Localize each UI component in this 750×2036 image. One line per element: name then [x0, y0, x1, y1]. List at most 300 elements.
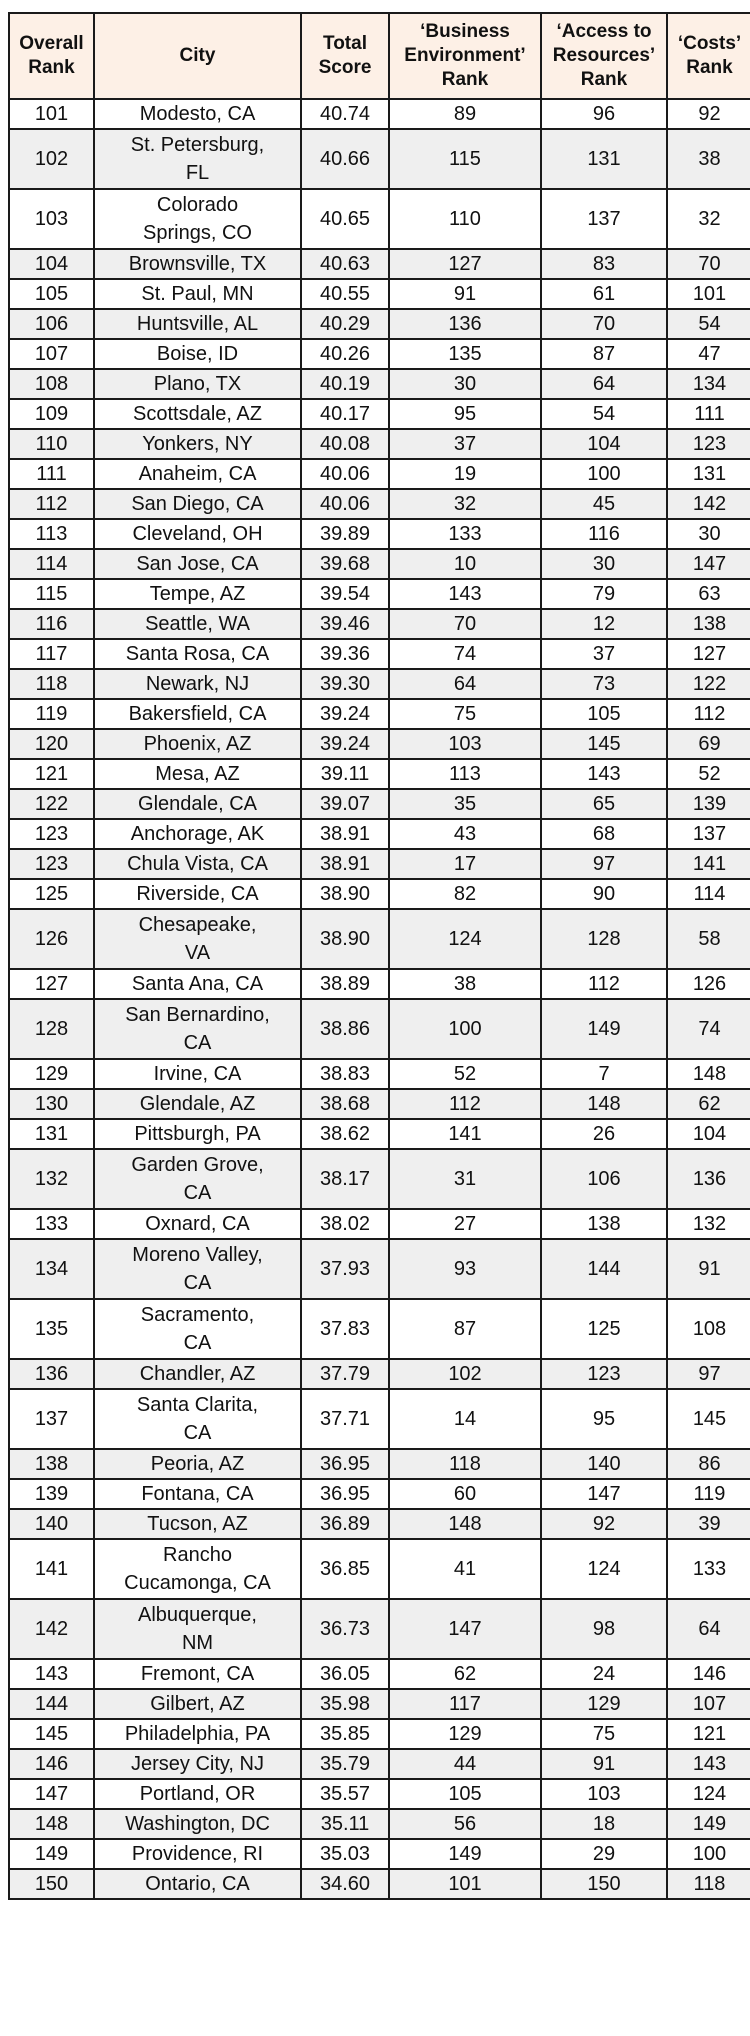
total-score-cell: 37.93	[301, 1239, 389, 1299]
access-to-resources-rank-cell: 12	[541, 609, 667, 639]
table-row	[9, 789, 750, 819]
total-score-cell: 38.86	[301, 999, 389, 1059]
business-environment-rank-cell: 133	[389, 519, 541, 549]
city-cell: Phoenix, AZ	[94, 729, 301, 759]
table-row	[9, 99, 750, 129]
header-overall-rank: Overall Rank	[9, 13, 94, 99]
table-body	[9, 99, 750, 1899]
access-to-resources-rank-cell: 65	[541, 789, 667, 819]
costs-rank-cell: 127	[667, 639, 750, 669]
access-to-resources-rank-cell: 137	[541, 189, 667, 249]
overall-rank-cell: 108	[9, 369, 94, 399]
table-row	[9, 249, 750, 279]
table-row	[9, 1239, 750, 1299]
access-to-resources-rank-cell: 96	[541, 99, 667, 129]
table-row	[9, 969, 750, 999]
total-score-cell: 40.17	[301, 399, 389, 429]
city-cell: Modesto, CA	[94, 99, 301, 129]
access-to-resources-rank-cell: 124	[541, 1539, 667, 1599]
business-environment-rank-cell: 87	[389, 1299, 541, 1359]
city-cell: Brownsville, TX	[94, 249, 301, 279]
header-business-environment-rank: ‘Business Environment’ Rank	[389, 13, 541, 99]
costs-rank-cell: 131	[667, 459, 750, 489]
table-row	[9, 639, 750, 669]
costs-rank-cell: 146	[667, 1659, 750, 1689]
business-environment-rank-cell: 112	[389, 1089, 541, 1119]
city-rankings-table	[8, 12, 750, 1900]
city-cell: Huntsville, AL	[94, 309, 301, 339]
business-environment-rank-cell: 89	[389, 99, 541, 129]
access-to-resources-rank-cell: 95	[541, 1389, 667, 1449]
total-score-cell: 36.89	[301, 1509, 389, 1539]
costs-rank-cell: 108	[667, 1299, 750, 1359]
business-environment-rank-cell: 136	[389, 309, 541, 339]
city-cell: Santa Ana, CA	[94, 969, 301, 999]
total-score-cell: 38.90	[301, 909, 389, 969]
total-score-cell: 40.26	[301, 339, 389, 369]
total-score-cell: 36.85	[301, 1539, 389, 1599]
costs-rank-cell: 123	[667, 429, 750, 459]
costs-rank-cell: 114	[667, 879, 750, 909]
city-cell: Anaheim, CA	[94, 459, 301, 489]
table-row	[9, 399, 750, 429]
overall-rank-cell: 112	[9, 489, 94, 519]
total-score-cell: 35.79	[301, 1749, 389, 1779]
table-row	[9, 669, 750, 699]
business-environment-rank-cell: 60	[389, 1479, 541, 1509]
table-row	[9, 909, 750, 969]
access-to-resources-rank-cell: 143	[541, 759, 667, 789]
access-to-resources-rank-cell: 149	[541, 999, 667, 1059]
costs-rank-cell: 92	[667, 99, 750, 129]
city-cell: Anchorage, AK	[94, 819, 301, 849]
costs-rank-cell: 134	[667, 369, 750, 399]
total-score-cell: 38.68	[301, 1089, 389, 1119]
city-cell: Washington, DC	[94, 1809, 301, 1839]
table-row	[9, 1659, 750, 1689]
overall-rank-cell: 105	[9, 279, 94, 309]
overall-rank-cell: 132	[9, 1149, 94, 1209]
overall-rank-cell: 145	[9, 1719, 94, 1749]
access-to-resources-rank-cell: 87	[541, 339, 667, 369]
business-environment-rank-cell: 101	[389, 1869, 541, 1899]
total-score-cell: 39.30	[301, 669, 389, 699]
city-cell: Plano, TX	[94, 369, 301, 399]
total-score-cell: 35.85	[301, 1719, 389, 1749]
costs-rank-cell: 133	[667, 1539, 750, 1599]
total-score-cell: 39.54	[301, 579, 389, 609]
costs-rank-cell: 122	[667, 669, 750, 699]
city-cell: Riverside, CA	[94, 879, 301, 909]
total-score-cell: 36.73	[301, 1599, 389, 1659]
total-score-cell: 35.03	[301, 1839, 389, 1869]
total-score-cell: 39.24	[301, 729, 389, 759]
costs-rank-cell: 136	[667, 1149, 750, 1209]
business-environment-rank-cell: 32	[389, 489, 541, 519]
table-row	[9, 579, 750, 609]
business-environment-rank-cell: 147	[389, 1599, 541, 1659]
business-environment-rank-cell: 38	[389, 969, 541, 999]
city-cell: Glendale, AZ	[94, 1089, 301, 1119]
business-environment-rank-cell: 43	[389, 819, 541, 849]
costs-rank-cell: 39	[667, 1509, 750, 1539]
total-score-cell: 39.36	[301, 639, 389, 669]
city-cell: Irvine, CA	[94, 1059, 301, 1089]
costs-rank-cell: 30	[667, 519, 750, 549]
table-row	[9, 279, 750, 309]
business-environment-rank-cell: 37	[389, 429, 541, 459]
city-cell: Fremont, CA	[94, 1659, 301, 1689]
costs-rank-cell: 74	[667, 999, 750, 1059]
city-cell: Providence, RI	[94, 1839, 301, 1869]
access-to-resources-rank-cell: 26	[541, 1119, 667, 1149]
access-to-resources-rank-cell: 125	[541, 1299, 667, 1359]
overall-rank-cell: 106	[9, 309, 94, 339]
business-environment-rank-cell: 19	[389, 459, 541, 489]
overall-rank-cell: 123	[9, 849, 94, 879]
access-to-resources-rank-cell: 7	[541, 1059, 667, 1089]
business-environment-rank-cell: 105	[389, 1779, 541, 1809]
total-score-cell: 39.89	[301, 519, 389, 549]
business-environment-rank-cell: 10	[389, 549, 541, 579]
table-row	[9, 729, 750, 759]
overall-rank-cell: 107	[9, 339, 94, 369]
costs-rank-cell: 86	[667, 1449, 750, 1479]
city-cell: Peoria, AZ	[94, 1449, 301, 1479]
city-cell: San Bernardino, CA	[94, 999, 301, 1059]
overall-rank-cell: 141	[9, 1539, 94, 1599]
business-environment-rank-cell: 91	[389, 279, 541, 309]
table-header	[9, 13, 750, 99]
total-score-cell: 38.91	[301, 849, 389, 879]
costs-rank-cell: 54	[667, 309, 750, 339]
total-score-cell: 38.90	[301, 879, 389, 909]
city-cell: Tucson, AZ	[94, 1509, 301, 1539]
city-cell: Colorado Springs, CO	[94, 189, 301, 249]
business-environment-rank-cell: 117	[389, 1689, 541, 1719]
access-to-resources-rank-cell: 29	[541, 1839, 667, 1869]
costs-rank-cell: 32	[667, 189, 750, 249]
city-cell: Santa Rosa, CA	[94, 639, 301, 669]
business-environment-rank-cell: 56	[389, 1809, 541, 1839]
table-row	[9, 1869, 750, 1899]
overall-rank-cell: 109	[9, 399, 94, 429]
costs-rank-cell: 147	[667, 549, 750, 579]
overall-rank-cell: 134	[9, 1239, 94, 1299]
access-to-resources-rank-cell: 145	[541, 729, 667, 759]
total-score-cell: 38.89	[301, 969, 389, 999]
table-row	[9, 1149, 750, 1209]
overall-rank-cell: 142	[9, 1599, 94, 1659]
overall-rank-cell: 146	[9, 1749, 94, 1779]
access-to-resources-rank-cell: 73	[541, 669, 667, 699]
business-environment-rank-cell: 27	[389, 1209, 541, 1239]
header-costs-rank: ‘Costs’ Rank	[667, 13, 750, 99]
overall-rank-cell: 114	[9, 549, 94, 579]
city-cell: St. Paul, MN	[94, 279, 301, 309]
table-row	[9, 1509, 750, 1539]
rankings-table-container	[8, 12, 750, 1900]
overall-rank-cell: 104	[9, 249, 94, 279]
business-environment-rank-cell: 113	[389, 759, 541, 789]
overall-rank-cell: 143	[9, 1659, 94, 1689]
total-score-cell: 38.17	[301, 1149, 389, 1209]
overall-rank-cell: 139	[9, 1479, 94, 1509]
total-score-cell: 40.63	[301, 249, 389, 279]
city-cell: Pittsburgh, PA	[94, 1119, 301, 1149]
overall-rank-cell: 127	[9, 969, 94, 999]
overall-rank-cell: 102	[9, 129, 94, 189]
table-row	[9, 1719, 750, 1749]
city-cell: Boise, ID	[94, 339, 301, 369]
table-row	[9, 549, 750, 579]
access-to-resources-rank-cell: 98	[541, 1599, 667, 1659]
business-environment-rank-cell: 118	[389, 1449, 541, 1479]
header-access-to-resources-rank: ‘Access to Resources’ Rank	[541, 13, 667, 99]
overall-rank-cell: 121	[9, 759, 94, 789]
table-row	[9, 999, 750, 1059]
table-row	[9, 1389, 750, 1449]
total-score-cell: 38.91	[301, 819, 389, 849]
total-score-cell: 37.83	[301, 1299, 389, 1359]
table-row	[9, 1779, 750, 1809]
access-to-resources-rank-cell: 104	[541, 429, 667, 459]
overall-rank-cell: 119	[9, 699, 94, 729]
city-cell: Tempe, AZ	[94, 579, 301, 609]
costs-rank-cell: 52	[667, 759, 750, 789]
table-row	[9, 369, 750, 399]
overall-rank-cell: 147	[9, 1779, 94, 1809]
business-environment-rank-cell: 110	[389, 189, 541, 249]
overall-rank-cell: 117	[9, 639, 94, 669]
business-environment-rank-cell: 148	[389, 1509, 541, 1539]
costs-rank-cell: 143	[667, 1749, 750, 1779]
overall-rank-cell: 150	[9, 1869, 94, 1899]
overall-rank-cell: 123	[9, 819, 94, 849]
city-cell: Ontario, CA	[94, 1869, 301, 1899]
total-score-cell: 35.57	[301, 1779, 389, 1809]
table-row	[9, 1299, 750, 1359]
total-score-cell: 40.19	[301, 369, 389, 399]
overall-rank-cell: 115	[9, 579, 94, 609]
city-cell: Newark, NJ	[94, 669, 301, 699]
table-row	[9, 1209, 750, 1239]
total-score-cell: 40.66	[301, 129, 389, 189]
total-score-cell: 39.46	[301, 609, 389, 639]
costs-rank-cell: 97	[667, 1359, 750, 1389]
access-to-resources-rank-cell: 147	[541, 1479, 667, 1509]
total-score-cell: 36.95	[301, 1479, 389, 1509]
business-environment-rank-cell: 75	[389, 699, 541, 729]
costs-rank-cell: 91	[667, 1239, 750, 1299]
total-score-cell: 35.11	[301, 1809, 389, 1839]
access-to-resources-rank-cell: 75	[541, 1719, 667, 1749]
overall-rank-cell: 148	[9, 1809, 94, 1839]
costs-rank-cell: 64	[667, 1599, 750, 1659]
business-environment-rank-cell: 93	[389, 1239, 541, 1299]
access-to-resources-rank-cell: 144	[541, 1239, 667, 1299]
business-environment-rank-cell: 35	[389, 789, 541, 819]
city-cell: Chandler, AZ	[94, 1359, 301, 1389]
access-to-resources-rank-cell: 64	[541, 369, 667, 399]
overall-rank-cell: 135	[9, 1299, 94, 1359]
total-score-cell: 40.29	[301, 309, 389, 339]
city-cell: Philadelphia, PA	[94, 1719, 301, 1749]
business-environment-rank-cell: 124	[389, 909, 541, 969]
access-to-resources-rank-cell: 123	[541, 1359, 667, 1389]
overall-rank-cell: 113	[9, 519, 94, 549]
business-environment-rank-cell: 115	[389, 129, 541, 189]
table-row	[9, 1449, 750, 1479]
header-row	[9, 13, 750, 99]
business-environment-rank-cell: 52	[389, 1059, 541, 1089]
city-cell: Chesapeake, VA	[94, 909, 301, 969]
total-score-cell: 40.65	[301, 189, 389, 249]
access-to-resources-rank-cell: 138	[541, 1209, 667, 1239]
costs-rank-cell: 62	[667, 1089, 750, 1119]
business-environment-rank-cell: 103	[389, 729, 541, 759]
city-cell: St. Petersburg, FL	[94, 129, 301, 189]
total-score-cell: 35.98	[301, 1689, 389, 1719]
access-to-resources-rank-cell: 150	[541, 1869, 667, 1899]
table-row	[9, 699, 750, 729]
city-cell: Fontana, CA	[94, 1479, 301, 1509]
overall-rank-cell: 101	[9, 99, 94, 129]
city-cell: Scottsdale, AZ	[94, 399, 301, 429]
access-to-resources-rank-cell: 70	[541, 309, 667, 339]
business-environment-rank-cell: 100	[389, 999, 541, 1059]
overall-rank-cell: 120	[9, 729, 94, 759]
costs-rank-cell: 112	[667, 699, 750, 729]
table-row	[9, 609, 750, 639]
total-score-cell: 38.02	[301, 1209, 389, 1239]
overall-rank-cell: 118	[9, 669, 94, 699]
business-environment-rank-cell: 64	[389, 669, 541, 699]
table-row	[9, 1059, 750, 1089]
table-row	[9, 189, 750, 249]
business-environment-rank-cell: 135	[389, 339, 541, 369]
table-row	[9, 339, 750, 369]
total-score-cell: 37.71	[301, 1389, 389, 1449]
access-to-resources-rank-cell: 92	[541, 1509, 667, 1539]
business-environment-rank-cell: 127	[389, 249, 541, 279]
city-cell: Garden Grove, CA	[94, 1149, 301, 1209]
costs-rank-cell: 142	[667, 489, 750, 519]
access-to-resources-rank-cell: 128	[541, 909, 667, 969]
overall-rank-cell: 140	[9, 1509, 94, 1539]
overall-rank-cell: 130	[9, 1089, 94, 1119]
costs-rank-cell: 137	[667, 819, 750, 849]
business-environment-rank-cell: 17	[389, 849, 541, 879]
city-cell: Santa Clarita, CA	[94, 1389, 301, 1449]
total-score-cell: 40.55	[301, 279, 389, 309]
costs-rank-cell: 69	[667, 729, 750, 759]
overall-rank-cell: 131	[9, 1119, 94, 1149]
costs-rank-cell: 149	[667, 1809, 750, 1839]
access-to-resources-rank-cell: 37	[541, 639, 667, 669]
access-to-resources-rank-cell: 116	[541, 519, 667, 549]
costs-rank-cell: 101	[667, 279, 750, 309]
access-to-resources-rank-cell: 97	[541, 849, 667, 879]
access-to-resources-rank-cell: 129	[541, 1689, 667, 1719]
access-to-resources-rank-cell: 54	[541, 399, 667, 429]
access-to-resources-rank-cell: 103	[541, 1779, 667, 1809]
costs-rank-cell: 118	[667, 1869, 750, 1899]
total-score-cell: 34.60	[301, 1869, 389, 1899]
access-to-resources-rank-cell: 140	[541, 1449, 667, 1479]
table-row	[9, 519, 750, 549]
city-cell: Moreno Valley, CA	[94, 1239, 301, 1299]
table-row	[9, 759, 750, 789]
business-environment-rank-cell: 62	[389, 1659, 541, 1689]
city-cell: Cleveland, OH	[94, 519, 301, 549]
overall-rank-cell: 144	[9, 1689, 94, 1719]
business-environment-rank-cell: 82	[389, 879, 541, 909]
business-environment-rank-cell: 149	[389, 1839, 541, 1869]
total-score-cell: 39.11	[301, 759, 389, 789]
overall-rank-cell: 136	[9, 1359, 94, 1389]
overall-rank-cell: 133	[9, 1209, 94, 1239]
total-score-cell: 39.68	[301, 549, 389, 579]
total-score-cell: 37.79	[301, 1359, 389, 1389]
table-row	[9, 1809, 750, 1839]
city-cell: Yonkers, NY	[94, 429, 301, 459]
business-environment-rank-cell: 129	[389, 1719, 541, 1749]
overall-rank-cell: 122	[9, 789, 94, 819]
table-row	[9, 879, 750, 909]
costs-rank-cell: 139	[667, 789, 750, 819]
city-cell: San Diego, CA	[94, 489, 301, 519]
table-row	[9, 489, 750, 519]
costs-rank-cell: 148	[667, 1059, 750, 1089]
table-row	[9, 429, 750, 459]
total-score-cell: 38.83	[301, 1059, 389, 1089]
table-row	[9, 1689, 750, 1719]
business-environment-rank-cell: 95	[389, 399, 541, 429]
table-row	[9, 129, 750, 189]
access-to-resources-rank-cell: 79	[541, 579, 667, 609]
costs-rank-cell: 70	[667, 249, 750, 279]
city-cell: San Jose, CA	[94, 549, 301, 579]
costs-rank-cell: 138	[667, 609, 750, 639]
overall-rank-cell: 126	[9, 909, 94, 969]
business-environment-rank-cell: 14	[389, 1389, 541, 1449]
overall-rank-cell: 149	[9, 1839, 94, 1869]
table-row	[9, 1089, 750, 1119]
city-cell: Oxnard, CA	[94, 1209, 301, 1239]
table-row	[9, 1599, 750, 1659]
access-to-resources-rank-cell: 131	[541, 129, 667, 189]
costs-rank-cell: 132	[667, 1209, 750, 1239]
costs-rank-cell: 100	[667, 1839, 750, 1869]
header-city: City	[94, 13, 301, 99]
costs-rank-cell: 47	[667, 339, 750, 369]
business-environment-rank-cell: 143	[389, 579, 541, 609]
access-to-resources-rank-cell: 105	[541, 699, 667, 729]
access-to-resources-rank-cell: 112	[541, 969, 667, 999]
access-to-resources-rank-cell: 61	[541, 279, 667, 309]
total-score-cell: 40.08	[301, 429, 389, 459]
overall-rank-cell: 137	[9, 1389, 94, 1449]
total-score-cell: 40.74	[301, 99, 389, 129]
table-row	[9, 1749, 750, 1779]
overall-rank-cell: 110	[9, 429, 94, 459]
access-to-resources-rank-cell: 91	[541, 1749, 667, 1779]
overall-rank-cell: 125	[9, 879, 94, 909]
access-to-resources-rank-cell: 100	[541, 459, 667, 489]
access-to-resources-rank-cell: 83	[541, 249, 667, 279]
overall-rank-cell: 103	[9, 189, 94, 249]
